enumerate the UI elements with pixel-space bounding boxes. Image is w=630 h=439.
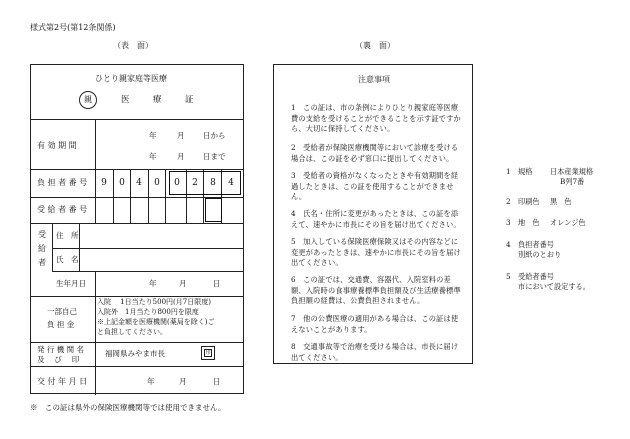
title-char-3: 証 (185, 95, 194, 105)
notice-item-4: 4 氏名・住所に変更があったときは、この証を添えて、速やかに市長にその旨を届け出てください。 (291, 209, 461, 229)
name-label: 氏 名 (56, 255, 79, 264)
payer-digit: 4 (136, 178, 142, 188)
payer-digit: 0 (119, 178, 125, 188)
birth-year: 年 (149, 279, 157, 288)
front-side-label: （表 面） (113, 41, 153, 50)
title-char-1: 医 (121, 95, 130, 105)
validity-to-year: 年 (149, 152, 157, 161)
notice-item-7: 7 他の公費医療の適用がある場合は、この証は使えないことがあります。 (291, 314, 459, 334)
payer-digit: 0 (154, 178, 160, 188)
payer-digit: 8 (210, 178, 216, 188)
notice-item-5: 5 加入している保険医療保険又はその内容などに変更があったときは、速やかに市長にその旨を届け出てください。 (291, 237, 461, 267)
payer-digit: 9 (101, 178, 107, 188)
validity-to-day: 日まで (203, 152, 226, 161)
back-side-label: （裏 面） (355, 41, 395, 50)
notice-item-1: 1 この証は、市の条例によりひとり親家庭等医療費の支給を受けることができることを示す証ですから、大切に保持してください。 (291, 103, 461, 133)
copay-line-2: 入院外 1月当たり800円を限度 (97, 308, 199, 316)
payer-digit: 2 (192, 178, 198, 188)
validity-from-month: 月 (177, 131, 185, 140)
notice-item-3: 3 受給者の資格がなくなったときや有効期間を経過したときは、この証を使用することができません。 (291, 171, 459, 201)
birth-date-label: 生年月日 (56, 279, 86, 288)
copay-line-1: 入院 1日当たり500円(月7日限度) (97, 298, 211, 306)
spec-5-value: 市において設定する。 (518, 282, 590, 291)
notice-item-2: 2 受給者が保険医療機関等において診療を受ける場合は、この証を必ず窓口に提出してください。 (291, 143, 459, 163)
payer-number-label: 負 担 者 番 号 (37, 178, 88, 187)
notice-item-8: 8 交通事故等で治療を受ける場合は、市長に届け出てください。 (291, 342, 459, 362)
title-char-2: 療 (153, 95, 162, 105)
birth-day: 日 (213, 279, 221, 288)
validity-from-year: 年 (149, 131, 157, 140)
validity-label: 有 効 期 間 (37, 141, 77, 150)
payer-digit: 0 (174, 178, 180, 188)
issue-month: 月 (179, 377, 187, 386)
notice-title: 注意事項 (358, 75, 390, 84)
birth-month: 月 (179, 279, 187, 288)
recipient-side-char-2: 給 (38, 244, 46, 253)
spec-4-label: 負担者番号 (518, 240, 554, 249)
spec-1-num: 1 (506, 167, 511, 176)
recipient-side-char-3: 者 (38, 258, 46, 267)
recipient-number-label: 受 給 者 番 号 (37, 205, 88, 214)
notice-box (273, 64, 473, 364)
spec-1-value: 日本産業規格 (550, 167, 594, 176)
spec-5-num: 5 (506, 272, 511, 281)
spec-3-value: オレンジ色 (550, 218, 586, 227)
certificate-header-title: ひとり親家庭等医療 (95, 74, 167, 83)
issue-date-label: 交 付 年 月 日 (37, 377, 88, 386)
spec-2-value: 黒 色 (550, 197, 572, 206)
oya-circle-mark: 親 (79, 91, 97, 109)
issuer-seal (201, 346, 215, 360)
medical-certificate (30, 64, 244, 394)
issue-year: 年 (147, 377, 155, 386)
footnote: ※ この証は県外の保険医療機関等では使用できません。 (30, 403, 226, 412)
copay-line-4: と負担してください。 (97, 328, 167, 336)
issuer-label-line-2: 及 び 印 (37, 355, 80, 364)
copay-label-line-1: 一部自己 (47, 307, 77, 316)
payer-digit: 4 (228, 178, 234, 188)
notice-item-6: 6 この証では、交通費、容器代、入院室料の差額、入院時の食事療養標準負担額及び生活療養標準負担額の経費は、公費負担されません。 (291, 275, 461, 305)
issue-day: 日 (213, 377, 221, 386)
copay-line-3: ※上記金額を医療機関(薬局を除く)ご (97, 318, 215, 326)
validity-to-month: 月 (177, 152, 185, 161)
spec-4-value: 別紙のとおり (518, 250, 562, 259)
issuer-label-line-1: 発 行 機 関 名 (37, 345, 85, 354)
spec-1-value2: B列7番 (560, 177, 585, 186)
address-label: 住 所 (56, 231, 79, 240)
spec-3-num: 3 (506, 218, 511, 227)
copay-label-line-2: 負 担 金 (47, 320, 75, 329)
spec-5-label: 受給者番号 (518, 272, 554, 281)
seal-char: 印 (205, 350, 211, 356)
spec-2-num: 2 (506, 197, 511, 206)
spec-4-num: 4 (506, 240, 511, 249)
recipient-side-char-1: 受 (38, 230, 46, 239)
issuer-name: 福岡県みやま市長 (105, 349, 165, 358)
form-number: 様式第2号(第12条関係) (30, 23, 116, 32)
spec-3-label: 地 色 (518, 218, 540, 227)
spec-2-label: 印刷色 (518, 197, 540, 206)
spec-1-label: 規格 (518, 167, 533, 176)
validity-from-day: 日から (203, 131, 226, 140)
